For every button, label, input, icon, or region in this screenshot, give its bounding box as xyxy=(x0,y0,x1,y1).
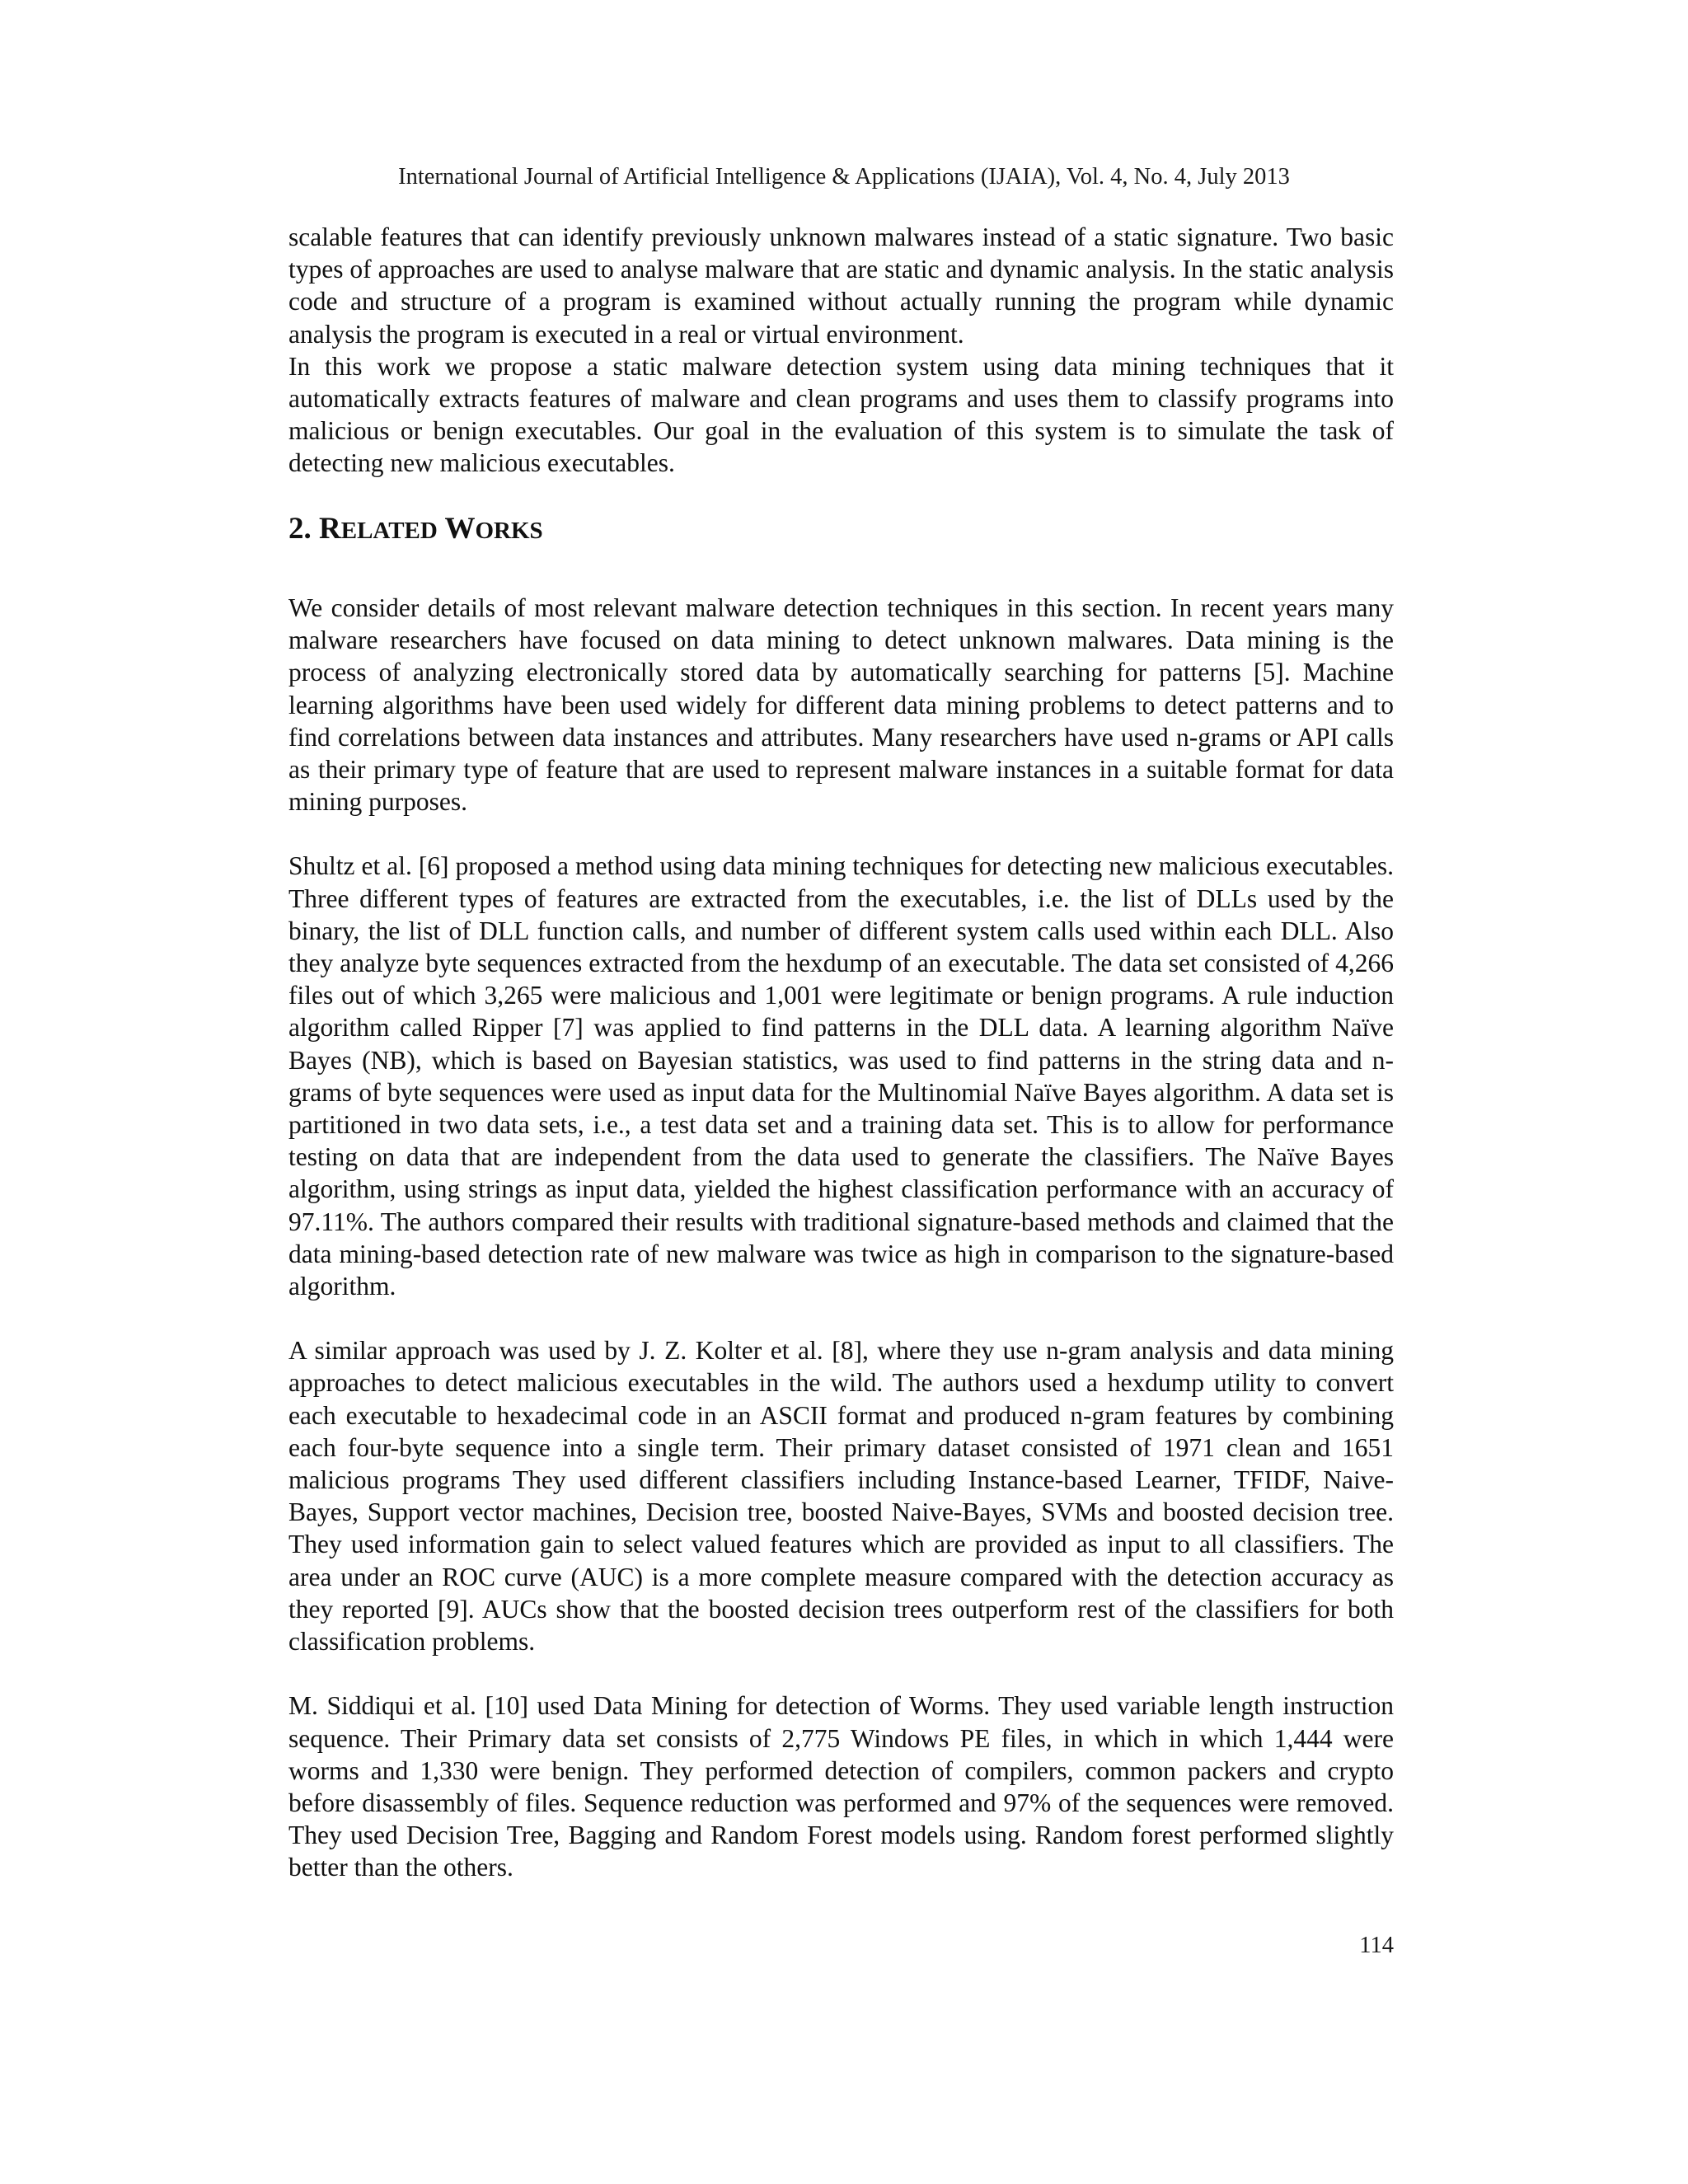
related-works-paragraph-3: A similar approach was used by J. Z. Kolter et al. [8], where they use n-gram analysis and data mining approaches to detect malicious executables in the wild. The authors used a hexdump utility to convert each executable to hexadecimal code in an ASCII format and produced n-gram features by combining each four-byte sequence into a single term. Their primary dataset consisted of 1971 clean and 1651 malicious programs They used different classifiers including Instance-based Learner, TFIDF, Naive-Bayes, Support vector machines, Decision tree, boosted Naive-Bayes, SVMs and boosted decision tree. They used information gain to select valued features which are provided as input to all classifiers. The area under an ROC curve (AUC) is a more complete measure compared with the detection accuracy as they reported [9]. AUCs show that the boosted decision trees outperform rest of the classifiers for both classification problems. xyxy=(288,1336,1394,1657)
section-number: 2. xyxy=(288,512,312,546)
paragraph-gap xyxy=(288,1302,1394,1334)
related-works-paragraph-1: We consider details of most relevant malware detection techniques in this section. In recent years many malware researchers have focused on data mining to detect unknown malwares. Data mining is the process of analyzing electronically stored data by automatically searching for patterns [5]. Machine learning algorithms have been used widely for different data mining problems to detect patterns and to find correlations between data instances and attributes. Many researchers have used n-grams or API calls as their primary type of feature that are used to represent malware instances in a suitable format for data mining purposes. xyxy=(288,593,1394,817)
section-body xyxy=(288,592,1394,1884)
section-title-rest-1: ELATED xyxy=(340,518,438,544)
intro-paragraph-2: In this work we propose a static malware detection system using data mining techniques that it automatically extracts features of malware and clean programs and uses them to classify programs into malicious or benign executables. Our goal in the evaluation of this system is to simulate the task of detecting new malicious executables. xyxy=(288,351,1394,478)
section-heading xyxy=(288,511,543,549)
intro-block xyxy=(288,221,1394,480)
related-works-paragraph-2: Shultz et al. [6] proposed a method using data mining techniques for detecting new malicious executables. Three different types of features are extracted from the executables, i.e. the list of DLLs used by the binary, the list of DLL function calls, and number of different system calls used within each DLL. Also they analyze byte sequences extracted from the hexdump of an executable. The data set consisted of 4,266 files out of which 3,265 were malicious and 1,001 were legitimate or benign programs. A rule induction algorithm called Ripper [7] was applied to find patterns in the DLL data. A learning algorithm Naïve Bayes (NB), which is based on Bayesian statistics, was used to find patterns in the string data and n-grams of byte sequences were used as input data for the Multinomial Naïve Bayes algorithm. A data set is partitioned in two data sets, i.e., a test data set and a training data set. This is to allow for performance testing on data that are independent from the data used to generate the classifiers. The Naïve Bayes algorithm, using strings as input data, yielded the highest classification performance with an accuracy of 97.11%. The authors compared their results with traditional signature-based methods and claimed that the data mining-based detection rate of new malware was twice as high in comparison to the signature-based algorithm. xyxy=(288,851,1394,1301)
paragraph-gap xyxy=(288,1657,1394,1690)
related-works-paragraph-4: M. Siddiqui et al. [10] used Data Mining for detection of Worms. They used variable length instruction sequence. Their Primary data set consists of 2,775 Windows PE files, in which in which 1,444 were worms and 1,330 were benign. They performed detection of compilers, common packers and crypto before disassembly of files. Sequence reduction was performed and 97% of the sequences were removed. They used Decision Tree, Bagging and Random Forest models using. Random forest performed slightly better than the others. xyxy=(288,1691,1394,1882)
paragraph-gap xyxy=(288,818,1394,850)
intro-paragraph-1: scalable features that can identify previously unknown malwares instead of a static signature. Two basic types of approaches are used to analyse malware that are static and dynamic analysis. In the static analysis code and structure of a program is examined without actually running the program while dynamic analysis the program is executed in a real or virtual environment. xyxy=(288,223,1394,349)
section-title-rest-2: ORKS xyxy=(475,518,543,544)
running-header: International Journal of Artificial Intelligence & Applications (IJAIA), Vol. 4, No. 4, July 2013 xyxy=(398,164,1290,190)
page-number: 114 xyxy=(1359,1933,1394,1958)
section-title-initial-2: W xyxy=(444,512,476,546)
section-title-initial-1: R xyxy=(319,512,341,546)
